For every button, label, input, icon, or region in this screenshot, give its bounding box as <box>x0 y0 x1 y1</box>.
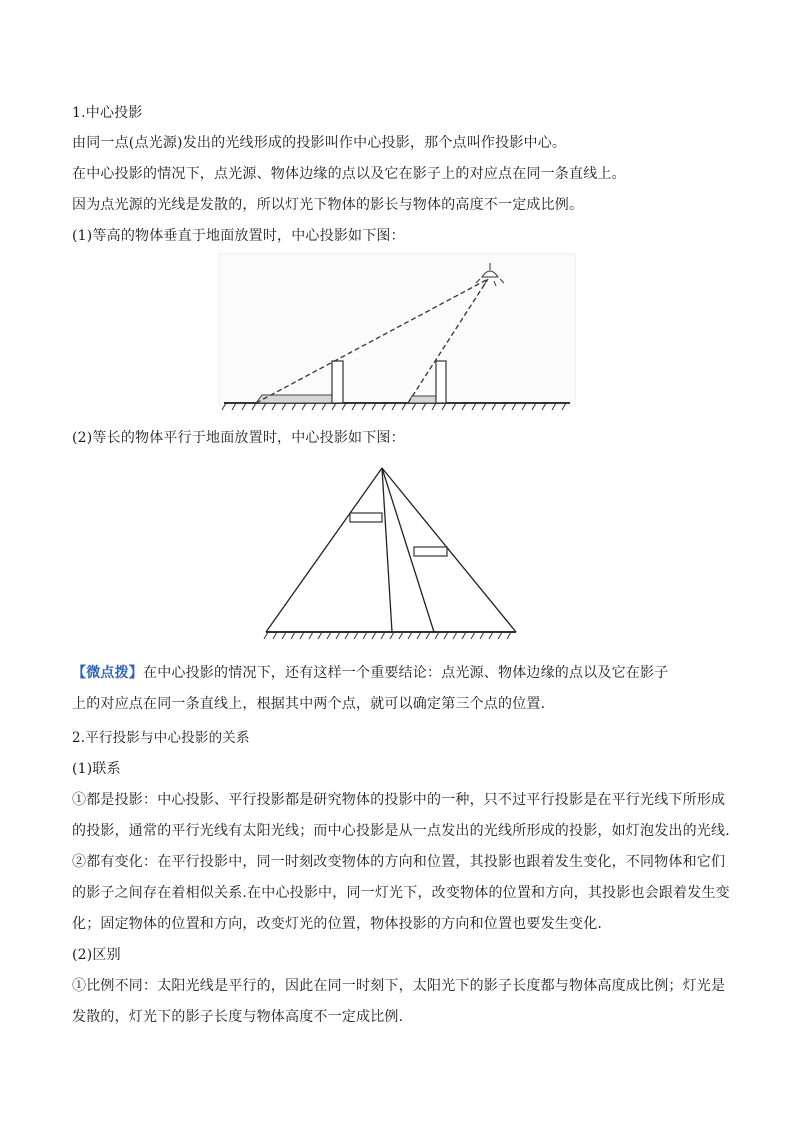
tip-line1 <box>72 663 668 683</box>
link2-line3: 化；固定物体的位置和方向，改变灯光的位置，物体投影的方向和位置也要发生变化. <box>72 916 603 932</box>
tip-text: 在中心投影的情况下，还有这样一个重要结论：点光源、物体边缘的点以及它在影子 <box>143 665 669 681</box>
figure-vertical-objects <box>218 253 578 415</box>
case2-caption: (2)等长的物体平行于地面放置时，中心投影如下图： <box>72 430 405 446</box>
section2-heading: 2.平行投影与中心投影的关系 <box>72 730 250 746</box>
diff-title: (2)区别 <box>72 947 121 963</box>
link2-line2: 的影子之间存在着相似关系.在中心投影中，同一灯光下，改变物体的位置和方向，其投影也会跟着发生变 <box>72 885 730 901</box>
shadow-right <box>408 396 436 403</box>
central-projection-property: 在中心投影的情况下，点光源、物体边缘的点以及它在影子上的对应点在同一条直线上。 <box>72 166 626 182</box>
shadow-left <box>256 395 332 403</box>
light-rays <box>266 468 516 632</box>
pole-left <box>332 361 343 403</box>
central-projection-ratio: 因为点光源的光线是发散的，所以灯光下物体的影长与物体的高度不一定成比例。 <box>72 197 584 213</box>
link1-line1: ①都是投影：中心投影、平行投影都是研究物体的投影中的一种，只不过平行投影是在平行光线下所形成 <box>72 792 726 808</box>
diff1-line2: 发散的，灯光下的影子长度与物体高度不一定成比例. <box>72 1009 404 1025</box>
pole-right <box>436 361 446 403</box>
object-upper <box>350 513 382 522</box>
tip-line2: 上的对应点在同一条直线上，根据其中两个点，就可以确定第三个点的位置. <box>72 696 546 712</box>
diff1-line1: ①比例不同：太阳光线是平行的，因此在同一时刻下，太阳光下的影子长度都与物体高度成比例；灯光是 <box>72 978 726 994</box>
link2-line1: ②都有变化：在平行投影中，同一时刻改变物体的方向和位置，其投影也跟着发生变化，不同物体和它们 <box>72 854 726 870</box>
link1-line2: 的投影，通常的平行光线有太阳光线；而中心投影是从一点发出的光线所形成的投影，如灯泡发出的光线. <box>72 823 730 839</box>
tip-label: 【微点拨】 <box>72 665 143 681</box>
section1-heading: 1.中心投影 <box>72 105 143 121</box>
case1-caption: (1)等高的物体垂直于地面放置时，中心投影如下图： <box>72 228 405 244</box>
central-projection-definition: 由同一点(点光源)发出的光线形成的投影叫作中心投影，那个点叫作投影中心。 <box>72 135 567 151</box>
figure-horizontal-objects <box>262 462 522 642</box>
object-lower <box>414 547 447 556</box>
link-title: (1)联系 <box>72 761 121 777</box>
ground-hatch <box>264 632 511 639</box>
